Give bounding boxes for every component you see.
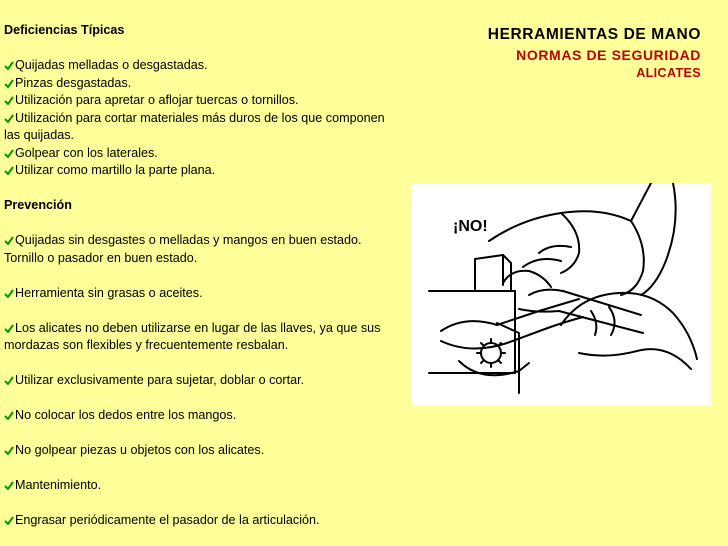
checkmark-icon bbox=[4, 324, 14, 333]
prevencion-heading: Prevención bbox=[4, 198, 72, 212]
checkmark-icon bbox=[4, 236, 14, 245]
deficiencia-item: Utilización para apretar o aflojar tuercas o tornillos. bbox=[4, 92, 396, 110]
prevencion-item: Engrasar periódicamente el pasador de la articulación. bbox=[4, 512, 396, 530]
deficiencia-item: Utilización para cortar materiales más duros de los que componen las quijadas. bbox=[4, 110, 385, 142]
pliers-misuse-illustration bbox=[411, 183, 711, 406]
title-block bbox=[488, 24, 701, 82]
deficiencia-item: Utilizar como martillo la parte plana. bbox=[4, 162, 396, 180]
deficiencia-item: Pinzas desgastadas. bbox=[4, 75, 396, 93]
prevencion-item: Quijadas sin desgastes o melladas y mangos en buen estado. Tornillo o pasador en buen estado. bbox=[4, 233, 362, 265]
checkmark-icon bbox=[4, 376, 14, 385]
checkmark-icon bbox=[4, 96, 14, 105]
checkmark-icon bbox=[4, 61, 14, 70]
checkmark-icon bbox=[4, 149, 14, 158]
page-subtitle: NORMAS DE SEGURIDAD bbox=[516, 47, 701, 63]
checkmark-icon bbox=[4, 114, 14, 123]
checkmark-icon bbox=[4, 481, 14, 490]
checkmark-icon bbox=[4, 411, 14, 420]
checkmark-icon bbox=[4, 446, 14, 455]
checkmark-icon bbox=[4, 289, 14, 298]
tool-name: ALICATES bbox=[636, 66, 701, 80]
prevencion-item: Herramienta sin grasas o aceites. bbox=[4, 285, 396, 303]
page-title: HERRAMIENTAS DE MANO bbox=[487, 26, 701, 43]
checkmark-icon bbox=[4, 79, 14, 88]
checkmark-icon bbox=[4, 516, 14, 525]
hand-pliers-drawing bbox=[411, 183, 711, 406]
prevencion-item: No golpear piezas u objetos con los alicates. bbox=[4, 442, 396, 460]
deficiencia-item: Quijadas melladas o desgastadas. bbox=[4, 57, 396, 75]
prevencion-item: Los alicates no deben utilizarse en lugar de las llaves, ya que sus mordazas son flexibles y frecuentemente resbalan. bbox=[4, 320, 381, 352]
content-column bbox=[4, 22, 396, 530]
prevencion-item: No colocar los dedos entre los mangos. bbox=[4, 407, 396, 425]
prevencion-item: Mantenimiento. bbox=[4, 477, 396, 495]
no-label: ¡NO! bbox=[453, 218, 488, 235]
checkmark-icon bbox=[4, 166, 14, 175]
deficiencias-heading: Deficiencias Típicas bbox=[4, 23, 125, 37]
deficiencia-item: Golpear con los laterales. bbox=[4, 145, 396, 163]
prevencion-item: Utilizar exclusivamente para sujetar, doblar o cortar. bbox=[4, 372, 396, 390]
